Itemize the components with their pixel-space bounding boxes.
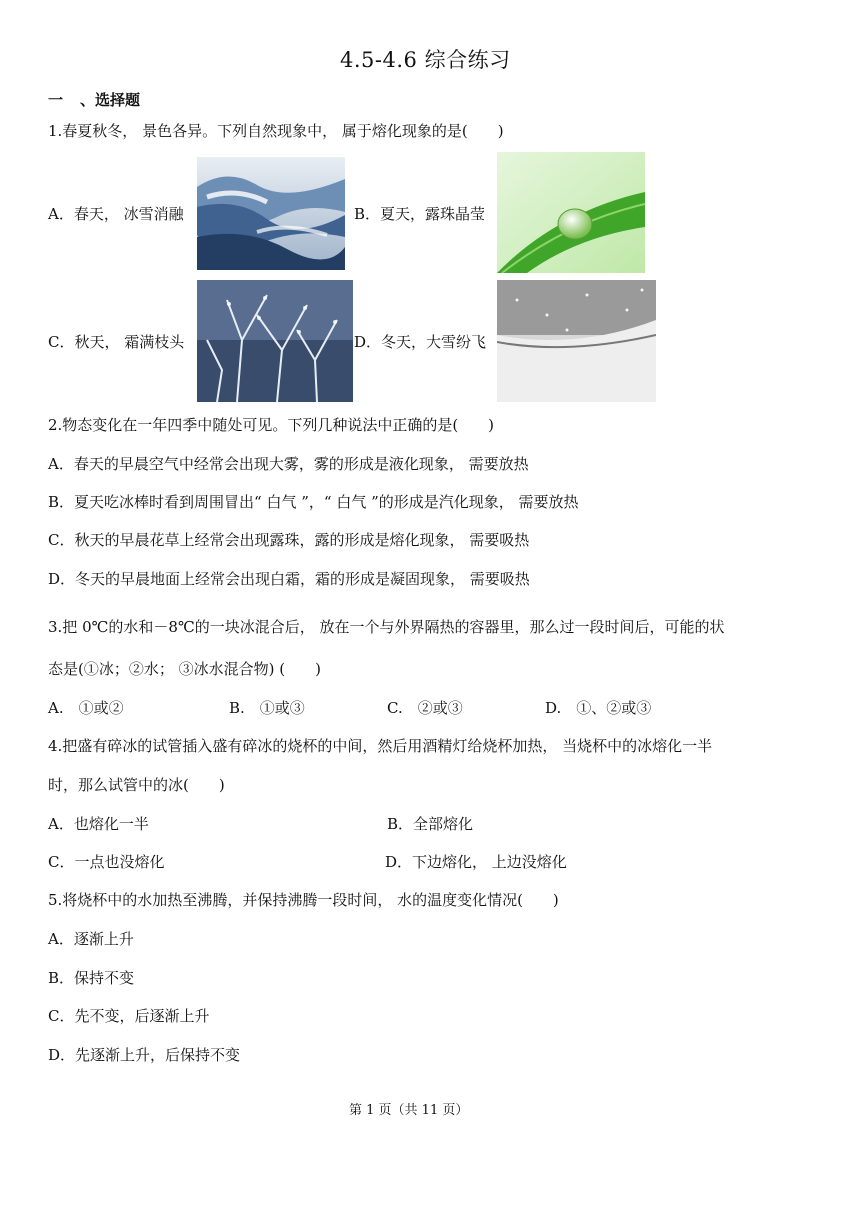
snowfall-image [497, 280, 656, 402]
question-2-option-c: C．秋天的早晨花草上经常会出现露珠，露的形成是熔化现象， 需要吸热 [48, 531, 530, 549]
page-title: 4.5-4.6 综合练习 [340, 48, 511, 72]
question-1-option-a: A．春天， 冰雪消融 [48, 205, 184, 223]
question-2-option-a: A．春天的早晨空气中经常会出现大雾，雾的形成是液化现象， 需要放热 [48, 455, 529, 473]
page-footer: 第 1 页（共 11 页） [349, 1103, 469, 1118]
question-3-option-a: A. ①或② [48, 699, 124, 717]
question-4-option-c: C．一点也没熔化 [48, 853, 165, 871]
question-2-option-d: D．冬天的早晨地面上经常会出现白霜，霜的形成是凝固现象， 需要吸热 [48, 570, 530, 588]
question-5-option-a: A．逐渐上升 [48, 930, 134, 948]
question-5-option-c: C．先不变，后逐渐上升 [48, 1007, 210, 1025]
frost-branches-image [197, 280, 353, 402]
question-4-option-a: A．也熔化一半 [48, 815, 149, 833]
question-3-option-c: C. ②或③ [387, 699, 463, 717]
snow-melting-image [197, 157, 345, 270]
question-1-stem: 1.春夏秋冬， 景色各异。下列自然现象中， 属于熔化现象的是( ) [48, 122, 504, 140]
question-1-option-d: D．冬天，大雪纷飞 [354, 333, 487, 351]
question-3-option-b: B. ①或③ [229, 699, 305, 717]
question-5-option-b: B．保持不变 [48, 969, 135, 987]
question-1-option-c: C．秋天， 霜满枝头 [48, 333, 185, 351]
question-2-stem: 2.物态变化在一年四季中随处可见。下列几种说法中正确的是( ) [48, 416, 495, 434]
question-5-stem: 5.将烧杯中的水加热至沸腾，并保持沸腾一段时间， 水的温度变化情况( ) [48, 891, 559, 909]
question-3-stem-line-1: 3.把 0℃的水和－8℃的一块冰混合后， 放在一个与外界隔热的容器里，那么过一段时间后，可能的状 [48, 618, 725, 636]
question-2-option-b: B．夏天吃冰棒时看到周围冒出“ 白气 ”，“ 白气 ”的形成是汽化现象， 需要放热 [48, 493, 579, 511]
question-3-stem-line-2: 态是(①冰；②水； ③冰水混合物) ( ) [48, 660, 321, 678]
question-4-option-b: B．全部熔化 [387, 815, 474, 833]
section-heading: 、选择题 [80, 91, 141, 109]
dewdrop-leaf-image [497, 152, 645, 273]
question-3-option-d: D. ①、②或③ [545, 699, 652, 717]
question-5-option-d: D．先逐渐上升，后保持不变 [48, 1046, 241, 1064]
question-4-stem-line-2: 时，那么试管中的冰( ) [48, 776, 225, 794]
question-4-stem-line-1: 4.把盛有碎冰的试管插入盛有碎冰的烧杯的中间，然后用酒精灯给烧杯加热， 当烧杯中的冰熔化一半 [48, 737, 713, 755]
question-4-option-d: D．下边熔化， 上边没熔化 [385, 853, 567, 871]
question-1-option-b: B．夏天，露珠晶莹 [354, 205, 486, 223]
section-number: 一 [48, 91, 64, 109]
